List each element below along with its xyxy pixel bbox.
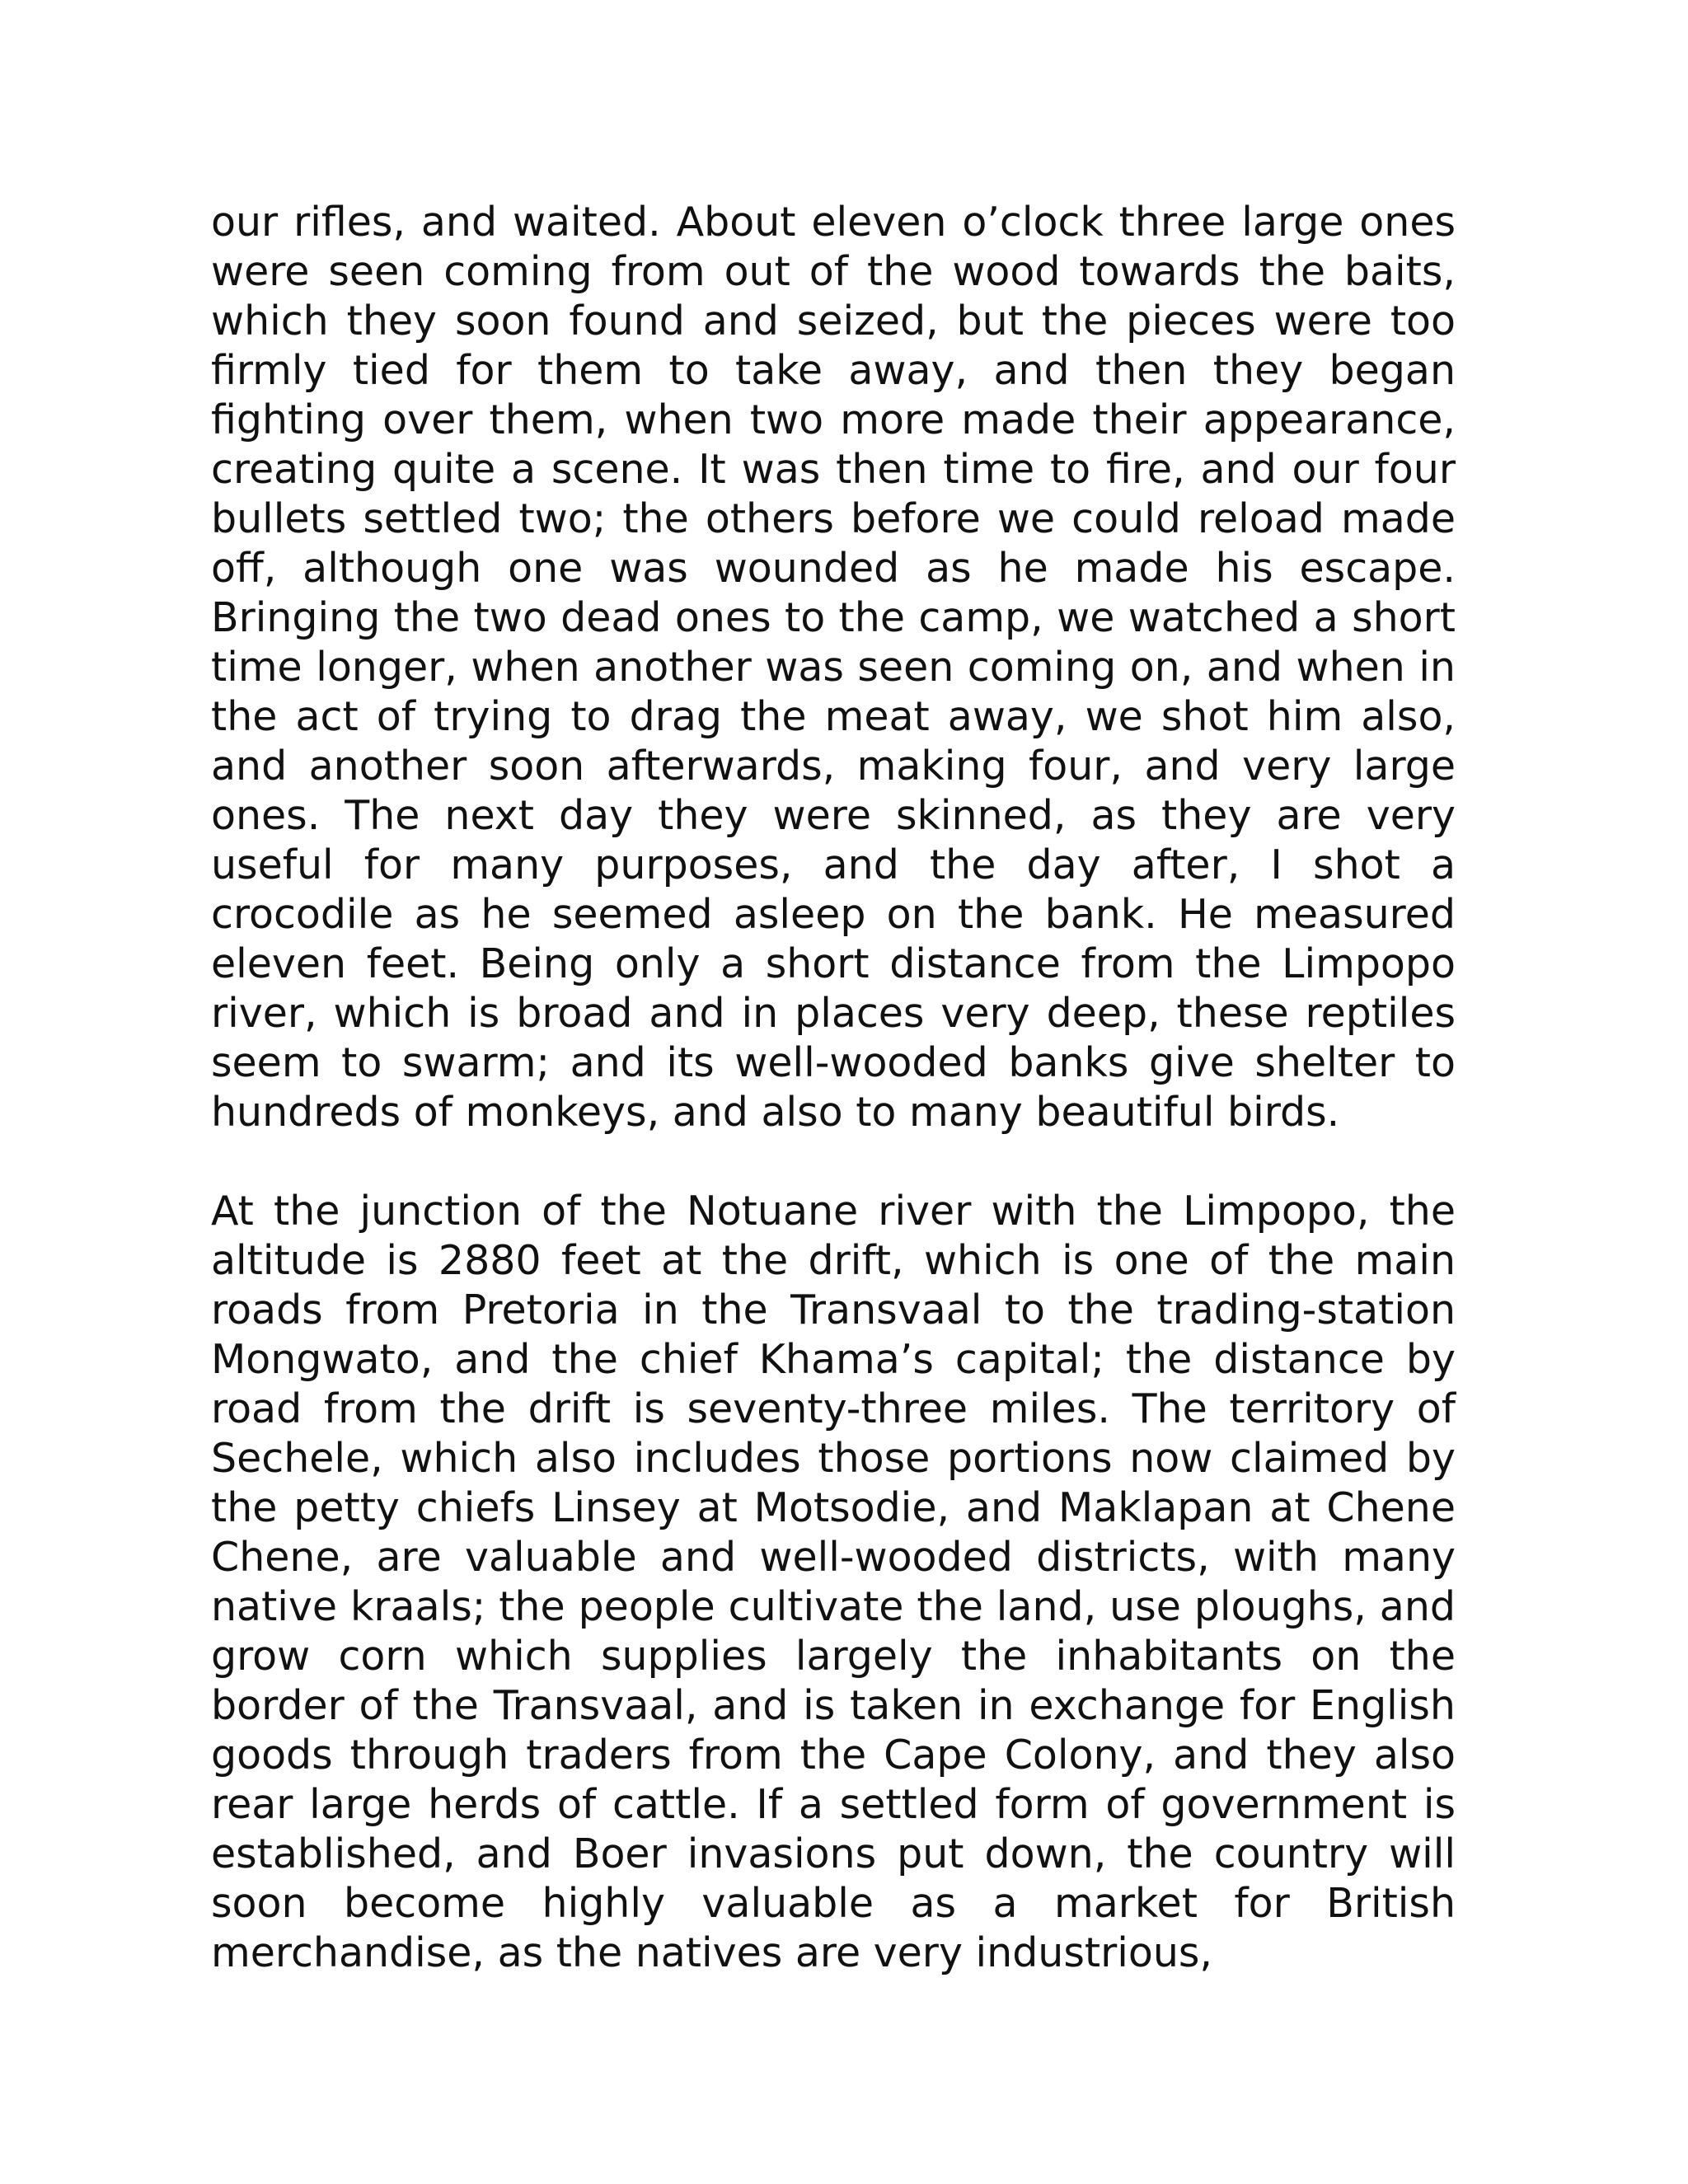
paragraph-2: At the junction of the Notuane river with the Limpopo, the altitude is 2880 feet at the drift, which is one of the main roads from Pretoria in the Transvaal to the trading-station Mongwato, and the chief Khama’s capital; the distance by road from the drift is seventy-three miles. The territory of Sechele, which also includes those portions now claimed by the petty chiefs Linsey at Motsodie, and Maklapan at Chene Chene, are valuable and well-wooded districts, with many native kraals; the people cultivate the land, use ploughs, and grow corn which supplies largely the inhabitants on the border of the Transvaal, and is taken in exchange for English goods through traders from the Cape Colony, and they also rear large herds of cattle. If a settled form of government is established, and Boer invasions put down, the country will soon become highly valuable as a market for British merchandise, as the natives are very industrious,: [211, 1188, 1456, 1976]
page-body: [211, 198, 1456, 1978]
paragraph-1: our rifles, and waited. About eleven o’clock three large ones were seen coming from out of the wood towards the baits, which they soon found and seized, but the pieces were too firmly tied for them to take away, and then they began fighting over them, when two more made their appearance, creating quite a scene. It was then time to fire, and our four bullets settled two; the others before we could reload made off, although one was wounded as he made his escape. Bringing the two dead ones to the camp, we watched a short time longer, when another was seen coming on, and when in the act of trying to drag the meat away, we shot him also, and another soon afterwards, making four, and very large ones. The next day they were skinned, as they are very useful for many purposes, and the day after, I shot a crocodile as he seemed asleep on the bank. He measured eleven feet. Being only a short distance from the Limpopo river, which is broad and in places very deep, these reptiles seem to swarm; and its well-wooded banks give shelter to hundreds of monkeys, and also to many beautiful birds.: [211, 199, 1456, 1136]
